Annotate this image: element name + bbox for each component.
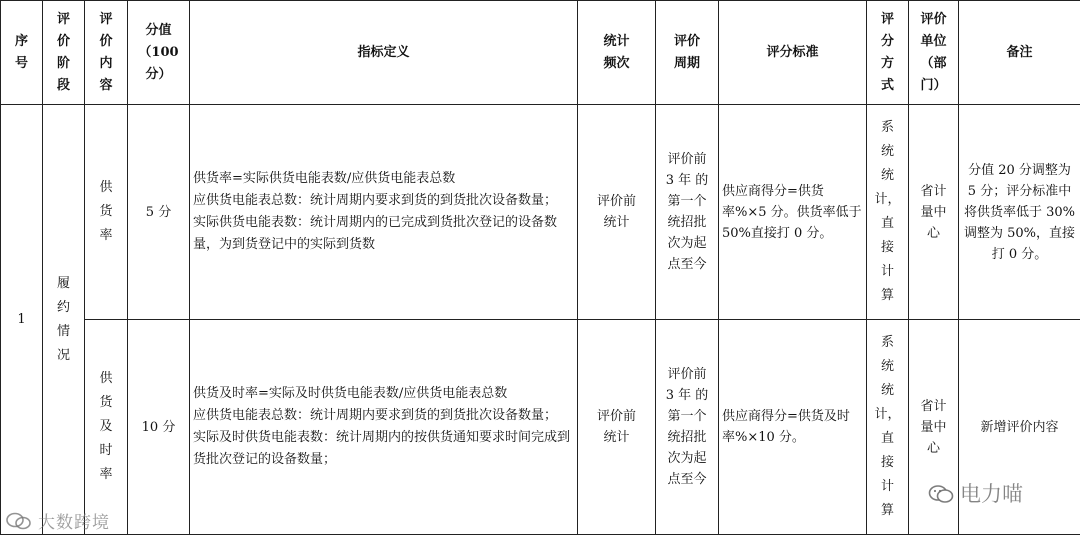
remark-cell: 分值 20 分调整为 5 分；评分标准中将供货率低于 30%调整为 50%，直接打 0 分。 — [959, 105, 1080, 320]
frequency-cell: 评价前 统计 — [578, 105, 656, 320]
definition-cell: 供货及时率=实际及时供货电能表数/应供货电能表总数 应供货电能表总数：统计周期内要求到货的到货批次设备数量； 实际及时供货电能表数：统计周期内的按供货通知要求时间完成到货批次登记的设备数量； — [190, 320, 578, 535]
table-row — [1, 105, 1080, 320]
content-cell: 供 货 率 — [85, 105, 128, 320]
chat-bubble-icon — [6, 511, 32, 531]
method-cell: 系 统 统 计， 直 接 计 算 — [867, 105, 909, 320]
header-method: 评 分 方 式 — [867, 1, 909, 105]
frequency-cell: 评价前 统计 — [578, 320, 656, 535]
watermark-right — [928, 478, 1023, 508]
method-cell: 系 统 统 计， 直 接 计 算 — [867, 320, 909, 535]
watermark-right-text: 电力喵 — [960, 482, 1023, 506]
header-stage: 评 价 阶 段 — [43, 1, 85, 105]
unit-cell: 省计 量中 心 — [909, 320, 959, 535]
header-standard: 评分标准 — [719, 1, 867, 105]
remark-cell: 新增评价内容 — [959, 320, 1080, 535]
header-content: 评 价 内 容 — [85, 1, 128, 105]
stage-cell: 履 约 情 况 — [43, 105, 85, 535]
header-row — [1, 1, 1080, 105]
header-score: 分值 （100 分） — [128, 1, 190, 105]
header-frequency: 统计 频次 — [578, 1, 656, 105]
header-remark: 备注 — [959, 1, 1080, 105]
watermark-left-text: 大数跨境 — [38, 513, 110, 533]
header-unit: 评价 单位 （部 门） — [909, 1, 959, 105]
period-cell: 评价前 3 年 的 第一个 统招批 次为起 点至今 — [656, 105, 719, 320]
score-cell: 5 分 — [128, 105, 190, 320]
watermark-left — [6, 508, 110, 533]
period-cell: 评价前 3 年 的 第一个 统招批 次为起 点至今 — [656, 320, 719, 535]
content-cell: 供 货 及 时 率 — [85, 320, 128, 535]
header-seq: 序 号 — [1, 1, 43, 105]
header-definition: 指标定义 — [190, 1, 578, 105]
wechat-icon — [928, 484, 954, 504]
seq-cell: 1 — [1, 105, 43, 535]
standard-cell: 供应商得分=供货率%×5 分。供货率低于 50%直接打 0 分。 — [719, 105, 867, 320]
table-row — [1, 320, 1080, 535]
definition-cell: 供货率=实际供货电能表数/应供货电能表总数 应供货电能表总数：统计周期内要求到货的到货批次设备数量； 实际供货电能表数：统计周期内的已完成到货批次登记的设备数量，为到货登记中的实际到货数 — [190, 105, 578, 320]
standard-cell: 供应商得分=供货及时率%×10 分。 — [719, 320, 867, 535]
score-cell: 10 分 — [128, 320, 190, 535]
unit-cell: 省计 量中 心 — [909, 105, 959, 320]
header-period: 评价 周期 — [656, 1, 719, 105]
